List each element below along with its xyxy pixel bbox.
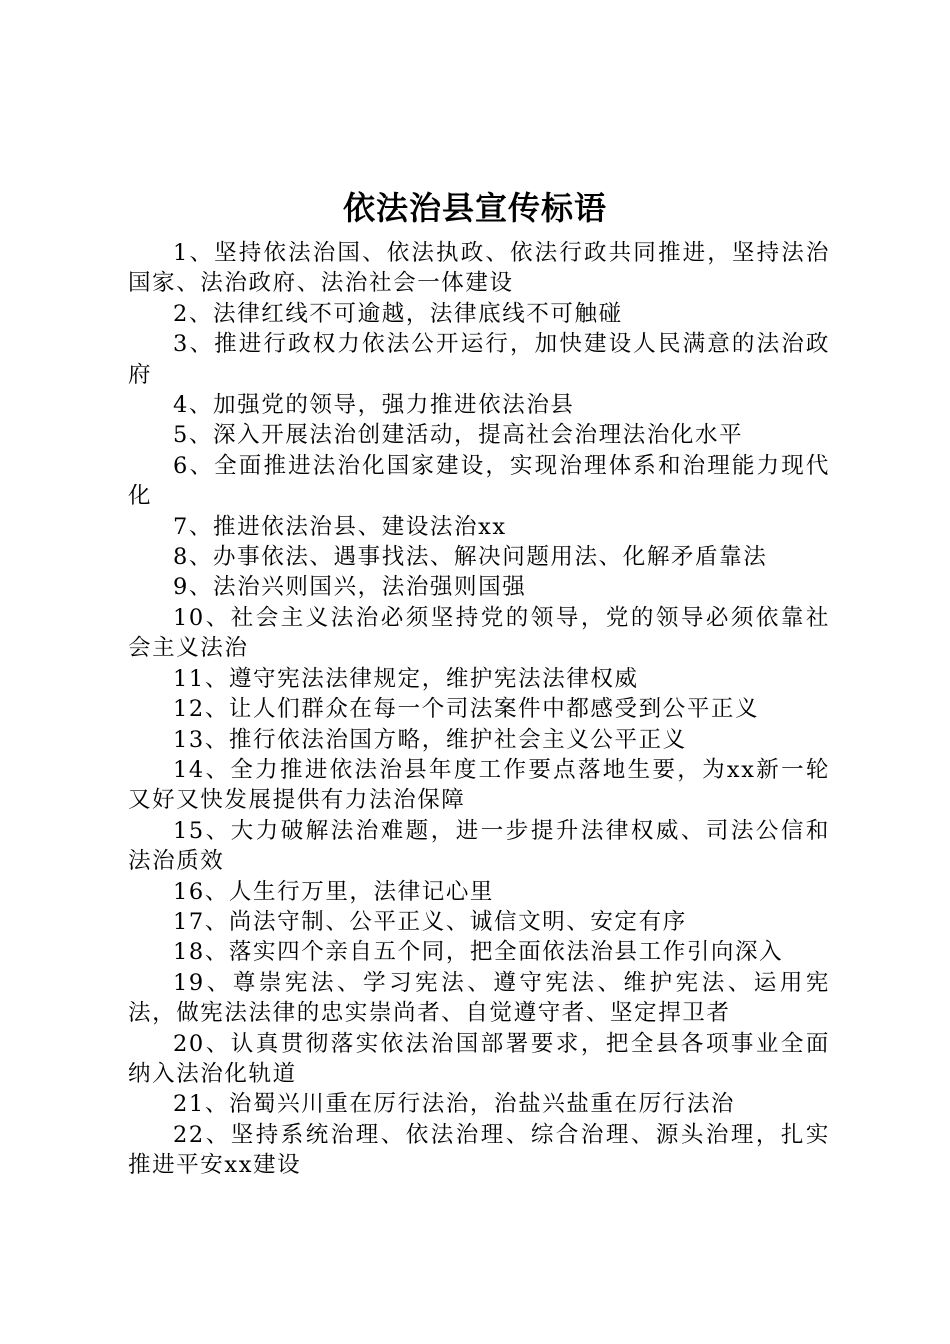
slogan-item: 1、坚持依法治国、依法执政、依法行政共同推进，坚持法治国家、法治政府、法治社会一体建设	[128, 240, 830, 297]
slogan-item: 19、尊崇宪法、学习宪法、遵守宪法、维护宪法、运用宪法，做宪法法律的忠实崇尚者、自觉遵守者、坚定捍卫者	[128, 969, 830, 1027]
slogan-item: 12、让人们群众在每一个司法案件中都感受到公平正义	[173, 696, 760, 723]
slogan-item: 17、尚法守制、公平正义、诚信文明、安定有序	[173, 908, 687, 935]
slogan-item: 5、深入开展法治创建活动，提高社会治理法治化水平	[173, 422, 744, 449]
slogan-item: 16、人生行万里，法律记心里	[173, 878, 495, 905]
slogan-item: 20、认真贯彻落实依法治国部署要求，把全县各项事业全面纳入法治化轨道	[128, 1030, 830, 1087]
slogan-item: 8、办事依法、遇事找法、解决问题用法、化解矛盾靠法	[173, 544, 768, 571]
slogan-item: 6、全面推进法治化国家建设，实现治理体系和治理能力现代化	[128, 452, 830, 510]
slogan-item: 21、治蜀兴川重在厉行法治，治盐兴盐重在厉行法治	[173, 1091, 736, 1118]
slogan-item: 13、推行依法治国方略，维护社会主义公平正义	[173, 726, 687, 753]
slogan-item: 14、全力推进依法治县年度工作要点落地生要，为xx新一轮又好又快发展提供有力法治保障	[128, 756, 830, 814]
slogan-item: 22、坚持系统治理、依法治理、综合治理、源头治理，扎实推进平安xx建设	[128, 1121, 830, 1179]
slogan-item: 15、大力破解法治难题，进一步提升法律权威、司法公信和法治质效	[128, 817, 830, 875]
slogan-item: 9、法治兴则国兴，法治强则国强	[173, 574, 527, 601]
slogan-item: 2、法律红线不可逾越，法律底线不可触碰	[173, 300, 623, 327]
slogan-item: 10、社会主义法治必须坚持党的领导，党的领导必须依靠社会主义法治	[128, 604, 830, 662]
slogan-item: 4、加强党的领导，强力推进依法治县	[173, 392, 575, 419]
slogan-item: 3、推进行政权力依法公开运行，加快建设人民满意的法治政府	[128, 331, 830, 388]
slogan-item: 18、落实四个亲自五个同，把全面依法治县工作引向深入	[173, 939, 784, 966]
slogan-item: 7、推进依法治县、建设法治xx	[173, 513, 507, 540]
document-title: 依法治县宣传标语	[342, 189, 607, 227]
slogan-item: 11、遵守宪法法律规定，维护宪法法律权威	[173, 665, 639, 692]
slogan-list	[128, 238, 830, 1181]
